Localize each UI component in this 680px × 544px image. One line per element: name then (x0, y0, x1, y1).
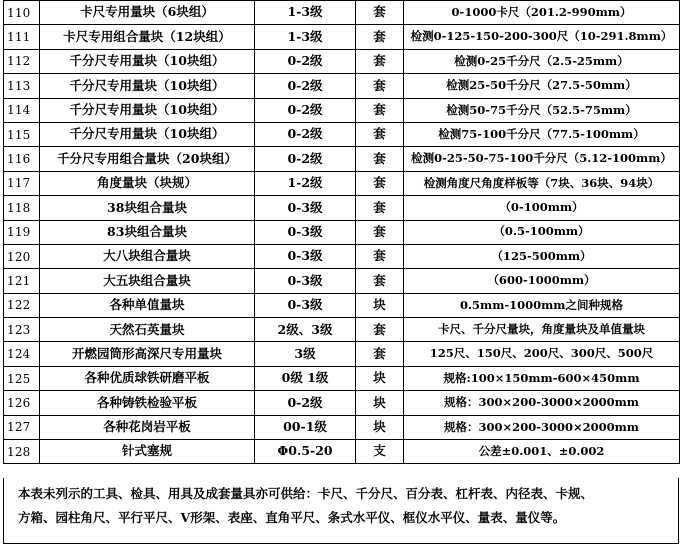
unit: 块 (356, 366, 404, 390)
row-number: 116 (4, 147, 40, 171)
unit: 套 (356, 1, 404, 25)
table-row (4, 440, 680, 464)
unit: 块 (356, 293, 404, 317)
row-number: 115 (4, 122, 40, 146)
row-number: 123 (4, 318, 40, 342)
row-number: 128 (4, 440, 40, 464)
grade: 0-2级 (255, 391, 356, 415)
table-row (4, 366, 680, 390)
grade: 0-2级 (255, 98, 356, 122)
product-name: 千分尺专用量块（10块组） (40, 122, 255, 146)
footnote (3, 478, 679, 544)
grade: 00-1级 (255, 415, 356, 439)
spec: 检测75-100千分尺（77.5-100mm） (404, 122, 680, 146)
table-row (4, 122, 680, 146)
table-row (4, 269, 680, 293)
product-name: 卡尺专用组合量块（12块组） (40, 25, 255, 49)
product-name: 开燃园筒形高深尺专用量块 (40, 342, 255, 366)
grade: 2级、3级 (255, 318, 356, 342)
spec: 125尺、150尺、200尺、300尺、500尺 (404, 342, 680, 366)
table-row (4, 98, 680, 122)
product-name: 各种优质球铁研磨平板 (40, 366, 255, 390)
spec: （0-100mm） (404, 196, 680, 220)
unit: 套 (356, 25, 404, 49)
row-number: 118 (4, 196, 40, 220)
table-row (4, 147, 680, 171)
grade: 0-3级 (255, 293, 356, 317)
spec: 检测0-125-150-200-300尺（10-291.8mm） (404, 25, 680, 49)
table-row (4, 196, 680, 220)
unit: 套 (356, 220, 404, 244)
grade: 0-2级 (255, 74, 356, 98)
product-name: 千分尺专用量块（10块组） (40, 74, 255, 98)
unit: 套 (356, 49, 404, 73)
footnote-line: 方箱、园柱角尺、平行平尺、V形架、表座、直角平尺、条式水平仪、框仪水平仪、量表、量仪等。 (18, 510, 566, 525)
grade: 0-2级 (255, 49, 356, 73)
row-number: 111 (4, 25, 40, 49)
unit: 套 (356, 122, 404, 146)
unit: 套 (356, 74, 404, 98)
spec: 卡尺、千分尺量块，角度量块及单值量块 (404, 318, 680, 342)
product-name: 角度量块（块规） (40, 171, 255, 195)
table-row (4, 1, 680, 25)
grade: 0-3级 (255, 244, 356, 268)
row-number: 112 (4, 49, 40, 73)
unit: 块 (356, 391, 404, 415)
product-table (3, 0, 680, 464)
grade: 0-3级 (255, 269, 356, 293)
row-number: 121 (4, 269, 40, 293)
unit: 块 (356, 415, 404, 439)
spec: 规格：300×200-3000×2000mm (404, 415, 680, 439)
footnote-line: 本表未列示的工具、检具、用具及成套量具亦可供给：卡尺、千分尺、百分表、杠杆表、内径表、卡规、 (18, 486, 594, 501)
spec: 检测0-25-50-75-100千分尺（5.12-100mm） (404, 147, 680, 171)
product-name: 各种花岗岩平板 (40, 415, 255, 439)
grade: Φ0.5-20 (255, 440, 356, 464)
product-name: 卡尺专用量块（6块组） (40, 1, 255, 25)
product-name: 千分尺专用组合量块（20块组） (40, 147, 255, 171)
product-name: 天然石英量块 (40, 318, 255, 342)
grade: 1-3级 (255, 1, 356, 25)
spec: 规格：300×200-3000×2000mm (404, 391, 680, 415)
row-number: 117 (4, 171, 40, 195)
product-name: 38块组合量块 (40, 196, 255, 220)
unit: 套 (356, 342, 404, 366)
spec: 0.5mm-1000mm之间种规格 (404, 293, 680, 317)
grade: 0-2级 (255, 122, 356, 146)
spec: 检测50-75千分尺（52.5-75mm） (404, 98, 680, 122)
spec: 规格:100×150mm-600×450mm (404, 366, 680, 390)
product-name: 针式塞规 (40, 440, 255, 464)
table-row (4, 415, 680, 439)
row-number: 127 (4, 415, 40, 439)
spec: 公差±0.001、±0.002 (404, 440, 680, 464)
table-row (4, 318, 680, 342)
spec: （125-500mm） (404, 244, 680, 268)
spec: （600-1000mm） (404, 269, 680, 293)
spec: 检测25-50千分尺（27.5-50mm） (404, 74, 680, 98)
row-number: 125 (4, 366, 40, 390)
grade: 0-3级 (255, 196, 356, 220)
spec: 检测角度尺角度样板等（7块、36块、94块） (404, 171, 680, 195)
row-number: 122 (4, 293, 40, 317)
product-name: 千分尺专用量块（10块组） (40, 49, 255, 73)
table-row (4, 171, 680, 195)
unit: 套 (356, 269, 404, 293)
grade: 1-2级 (255, 171, 356, 195)
table-row (4, 342, 680, 366)
table-row (4, 25, 680, 49)
unit: 套 (356, 318, 404, 342)
unit: 套 (356, 196, 404, 220)
unit: 套 (356, 244, 404, 268)
row-number: 114 (4, 98, 40, 122)
row-number: 119 (4, 220, 40, 244)
spec: 检测0-25千分尺（2.5-25mm） (404, 49, 680, 73)
table-row (4, 49, 680, 73)
product-name: 大八块组合量块 (40, 244, 255, 268)
product-name: 大五块组合量块 (40, 269, 255, 293)
product-table-body (4, 1, 680, 464)
grade: 0级 1级 (255, 366, 356, 390)
grade: 1-3级 (255, 25, 356, 49)
spec: 0-1000卡尺（201.2-990mm） (404, 1, 680, 25)
product-name: 83块组合量块 (40, 220, 255, 244)
product-name: 千分尺专用量块（10块组） (40, 98, 255, 122)
table-row (4, 391, 680, 415)
row-number: 126 (4, 391, 40, 415)
grade: 0-2级 (255, 147, 356, 171)
table-row (4, 244, 680, 268)
grade: 0-3级 (255, 220, 356, 244)
unit: 支 (356, 440, 404, 464)
row-number: 124 (4, 342, 40, 366)
unit: 套 (356, 147, 404, 171)
row-number: 110 (4, 1, 40, 25)
table-row (4, 220, 680, 244)
unit: 套 (356, 98, 404, 122)
product-name: 各种单值量块 (40, 293, 255, 317)
row-number: 120 (4, 244, 40, 268)
grade: 3级 (255, 342, 356, 366)
product-name: 各种铸铁检验平板 (40, 391, 255, 415)
spec: （0.5-100mm） (404, 220, 680, 244)
table-row (4, 74, 680, 98)
row-number: 113 (4, 74, 40, 98)
table-row (4, 293, 680, 317)
unit: 套 (356, 171, 404, 195)
